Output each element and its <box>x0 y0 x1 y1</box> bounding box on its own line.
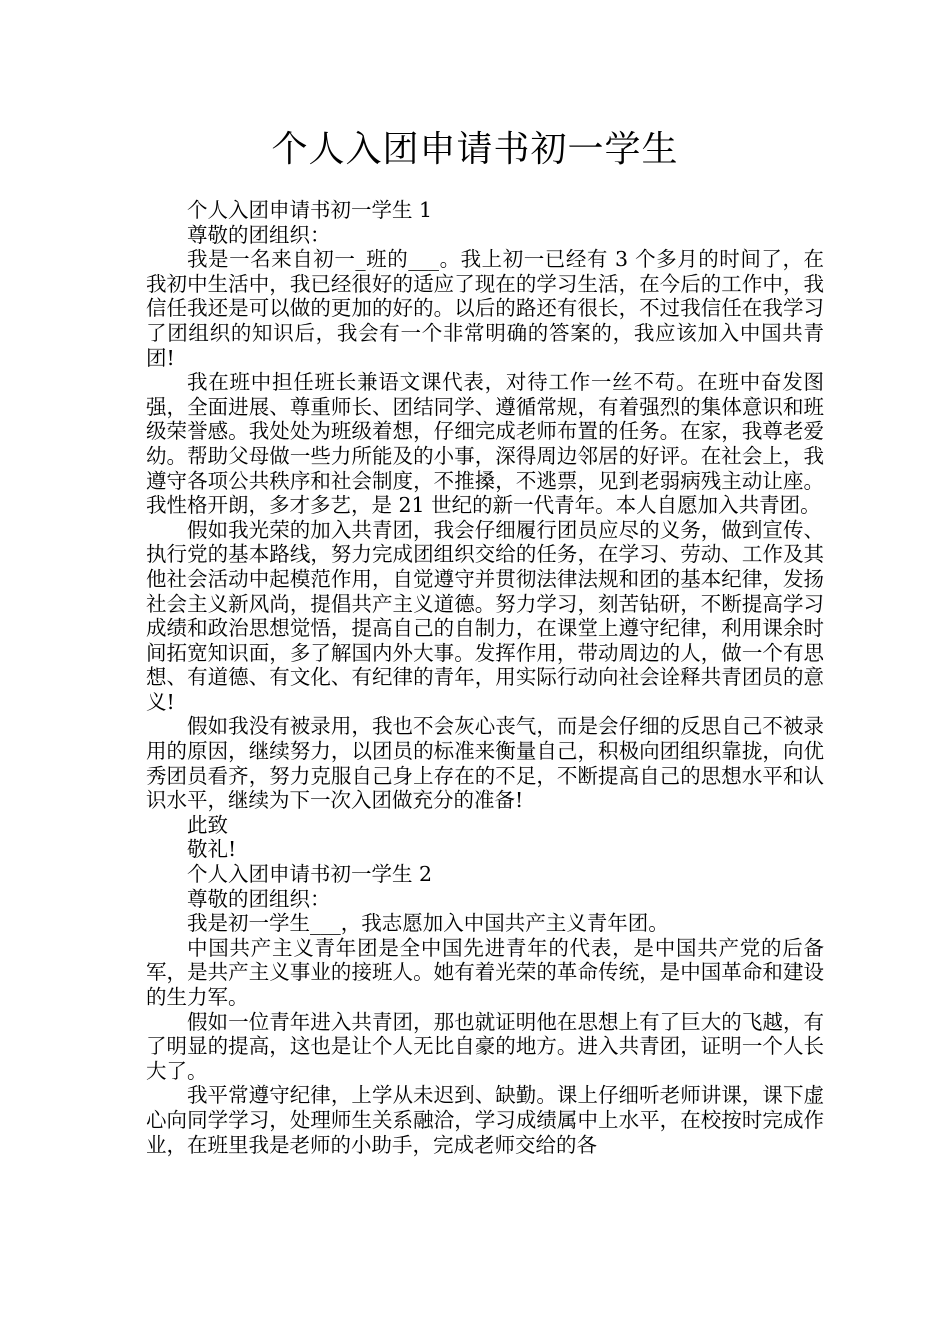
document-title: 个人入团申请书初一学生 <box>271 129 679 170</box>
document-body <box>146 198 824 1157</box>
paragraph-salutation-2: 尊敬的团组织： <box>187 886 331 911</box>
paragraph: 中国共产主义青年团是全中国先进青年的代表，是中国共产党的后备军，是共产主义事业的接班人。她有着光荣的革命传统，是中国革命和建设的生力军。 <box>146 935 824 1009</box>
paragraph: 我是一名来自初一_班的___。我上初一已经有 3 个多月的时间了，在我初中生活中，我已经很好的适应了现在的学习生活，在今后的工作中，我信任我还是可以做的更加的好的。以后的路还有很长，不过我信任在我学习了团组织的知识后，我会有一个非常明确的答案的，我应该加入中国共青团! <box>146 247 824 370</box>
paragraph: 假如我光荣的加入共青团，我会仔细履行团员应尽的义务，做到宣传、执行党的基本路线，努力完成团组织交给的任务，在学习、劳动、工作及其他社会活动中起模范作用，自觉遵守并贯彻法律法规和团的基本纪律，发扬社会主义新风尚，提倡共产主义道德。努力学习，刻苦钻研，不断提高学习成绩和政治思想觉悟，提高自己的自制力，在课堂上遵守纪律，利用课余时间拓宽知识面，多了解国内外大事。发挥作用，带动周边的人，做一个有思想、有道德、有文化、有纪律的青年，用实际行动向社会诠释共青团员的意义! <box>146 517 824 714</box>
paragraph: 我在班中担任班长兼语文课代表，对待工作一丝不苟。在班中奋发图强，全面进展、尊重师长、团结同学、遵循常规，有着强烈的集体意识和班级荣誉感。我处处为班级着想，仔细完成老师布置的任务。在家，我尊老爱幼。帮助父母做一些力所能及的小事，深得周边邻居的好评。在社会上，我遵守各项公共秩序和社会制度，不推搡，不逃票，见到老弱病残主动让座。我性格开朗，多才多艺，是 21 世纪的新一代青年。本人自愿加入共青团。 <box>146 370 824 518</box>
closing-regards: 敬礼! <box>187 837 237 862</box>
paragraph: 假如一位青年进入共青团，那也就证明他在思想上有了巨大的飞越，有了明显的提高，这也是让个人无比自豪的地方。进入共青团，证明一个人长大了。 <box>146 1009 824 1083</box>
closing-line: 此致 <box>187 812 228 837</box>
paragraph-heading-2: 个人入团申请书初一学生 2 <box>187 862 433 887</box>
paragraph-heading-1: 个人入团申请书初一学生 1 <box>187 198 433 222</box>
paragraph: 我是初一学生___，我志愿加入中国共产主义青年团。 <box>187 911 669 936</box>
paragraph: 假如我没有被录用，我也不会灰心丧气，而是会仔细的反思自己不被录用的原因，继续努力，以团员的标准来衡量自己，积极向团组织靠拢，向优秀团员看齐，努力克服自己身上存在的不足，不断提高自己的思想水平和认识水平，继续为下一次入团做充分的准备! <box>146 714 824 813</box>
paragraph-salutation-1: 尊敬的团组织： <box>187 222 331 247</box>
paragraph: 我平常遵守纪律，上学从未迟到、缺勤。课上仔细听老师讲课，课下虚心向同学学习，处理师生关系融洽，学习成绩属中上水平，在校按时完成作业，在班里我是老师的小助手，完成老师交给的各 <box>146 1083 824 1157</box>
